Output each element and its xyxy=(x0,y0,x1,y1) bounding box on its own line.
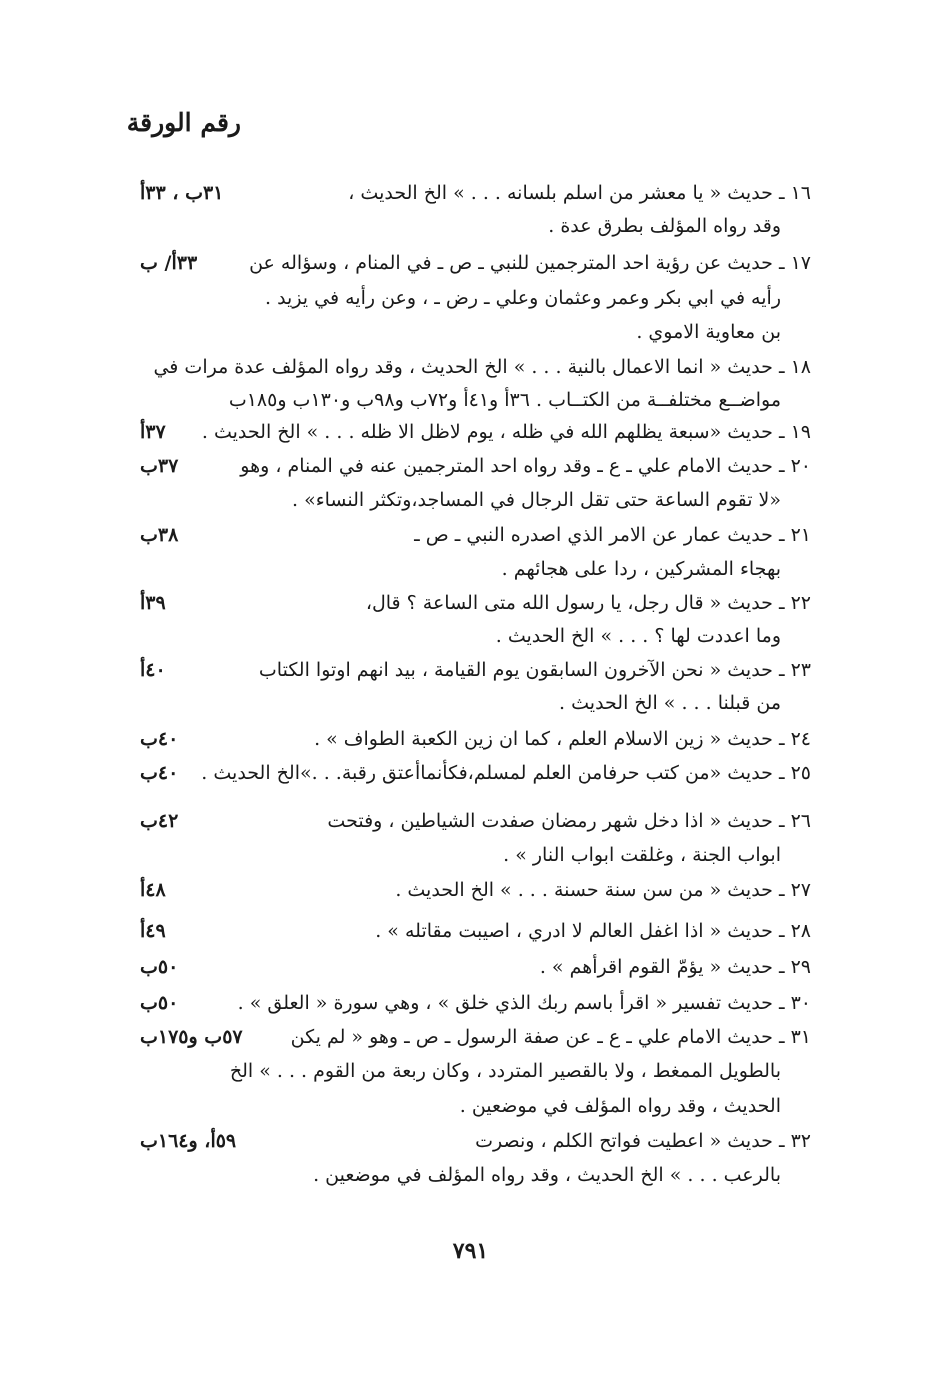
entry-line: بن معاوية الاموي . xyxy=(636,321,781,343)
entry-line: ٢٩ ـ حديث « يؤمّ القوم اقرأهم » . xyxy=(539,956,811,978)
page-number: ٧٩١ xyxy=(452,1238,489,1264)
folio-reference: ٤٠أ xyxy=(140,659,166,681)
entry-line: ١٧ ـ حديث عن رؤية احد المترجمين للنبي ـ ص ـ في المنام ، وسؤاله عن xyxy=(249,252,811,274)
folio-reference: ٥٠ب xyxy=(140,992,179,1014)
folio-reference: ٥٩أ، و١٦٤ب xyxy=(140,1130,237,1152)
entry-line: ٢٧ ـ حديث « من سن سنة حسنة . . . » الخ الحديث . xyxy=(395,879,811,901)
entry-line: ٢٥ ـ حديث «من كتب حرفامن العلم لمسلم،فكأنماأعتق رقبة. . .»الخ الحديث . xyxy=(201,762,811,784)
entry-line: ٢١ ـ حديث عمار عن الامر الذي اصدره النبي ـ ص ـ xyxy=(414,524,811,546)
entry-line: ٢٦ ـ حديث « اذا دخل شهر رمضان صفدت الشياطين ، وفتحت xyxy=(327,810,811,832)
folio-reference: ٣١ب ، ٣٣أ xyxy=(140,182,224,204)
folio-reference: ٣٣أ/ ب xyxy=(140,252,198,274)
folio-reference: ٤٠ب xyxy=(140,762,179,784)
entry-line: مواضــع مختلفــة من الكتــاب . ٣٦أ و٤١أ و٧٢ب و٩٨ب و١٣٠ب و١٨٥ب xyxy=(228,389,781,411)
folio-reference: ٤٢ب xyxy=(140,810,179,832)
entry-line: من قبلنا . . . » الخ الحديث . xyxy=(559,692,781,714)
entry-line: ٢٣ ـ حديث « نحن الآخرون السابقون يوم القيامة ، بيد انهم اوتوا الكتاب xyxy=(258,659,811,681)
folio-reference: ٥٠ب xyxy=(140,956,179,978)
entry-line: ٢٨ ـ حديث « اذا اغفل العالم لا ادري ، اصيبت مقاتله » . xyxy=(375,920,811,942)
folio-reference: ٣٩أ xyxy=(140,592,166,614)
entry-line: ٢٤ ـ حديث « زين الاسلام العلم ، كما ان زين الكعبة الطواف » . xyxy=(314,728,811,750)
folio-reference: ٤٠ب xyxy=(140,728,179,750)
column-header-folio-number: رقم الورقة xyxy=(126,108,241,137)
entry-line: ٣١ ـ حديث الامام علي ـ ع ـ عن صفة الرسول ـ ص ـ وهو « لم يكن xyxy=(290,1026,811,1048)
entry-line: ١٩ ـ حديث «سبعة يظلهم الله في ظله ، يوم لاظل الا ظله . . . » الخ الحديث . xyxy=(201,421,811,443)
entry-line: «لا تقوم الساعة حتى تقل الرجال في المساجد،وتكثر النساء» . xyxy=(292,489,781,511)
entry-line: بهجاء المشركين ، ردا على هجائهم . xyxy=(501,558,781,580)
entry-line: ابواب الجنة ، وغلقت ابواب النار » . xyxy=(503,844,781,866)
entry-line: رأيه في ابي بكر وعمر وعثمان وعلي ـ رض ـ ، وعن رأيه في يزيد . xyxy=(264,287,781,309)
entry-line: ١٨ ـ حديث « انما الاعمال بالنية . . . » الخ الحديث ، وقد رواه المؤلف عدة مرات في xyxy=(153,356,811,378)
entry-line: ٣٢ ـ حديث « اعطيت فواتح الكلم ، ونصرت xyxy=(475,1130,811,1152)
folio-reference: ٤٩أ xyxy=(140,920,166,942)
entry-line: ٢٢ ـ حديث « قال رجل، يا رسول الله متى الساعة ؟ قال، xyxy=(365,592,811,614)
folio-reference: ٣٧ب xyxy=(140,455,179,477)
folio-reference: ٣٨ب xyxy=(140,524,179,546)
entry-line: وقد رواه المؤلف بطرق عدة . xyxy=(548,215,781,237)
entry-line: بالطويل الممغط ، ولا بالقصير المتردد ، وكان ربعة من القوم . . . » الخ xyxy=(229,1060,781,1082)
entry-line: ٢٠ ـ حديث الامام علي ـ ع ـ وقد رواه احد المترجمين عنه في المنام ، وهو xyxy=(240,455,811,477)
entry-line: ٣٠ ـ حديث تفسير « اقرأ باسم ربك الذي خلق » ، وهي سورة « العلق » . xyxy=(237,992,811,1014)
folio-reference: ٤٨أ xyxy=(140,879,166,901)
entry-line: بالرعب . . . » الخ الحديث ، وقد رواه المؤلف في موضعين . xyxy=(313,1164,781,1186)
entry-line: الحديث ، وقد رواه المؤلف في موضعين . xyxy=(459,1095,781,1117)
entry-line: وما اعددت لها ؟ . . . » الخ الحديث . xyxy=(495,625,781,647)
folio-reference: ٣٧أ xyxy=(140,421,166,443)
folio-reference: ٥٧ب و١٧٥ب xyxy=(140,1026,243,1048)
entry-line: ١٦ ـ حديث « يا معشر من اسلم بلسانه . . . » الخ الحديث ، xyxy=(348,182,811,204)
